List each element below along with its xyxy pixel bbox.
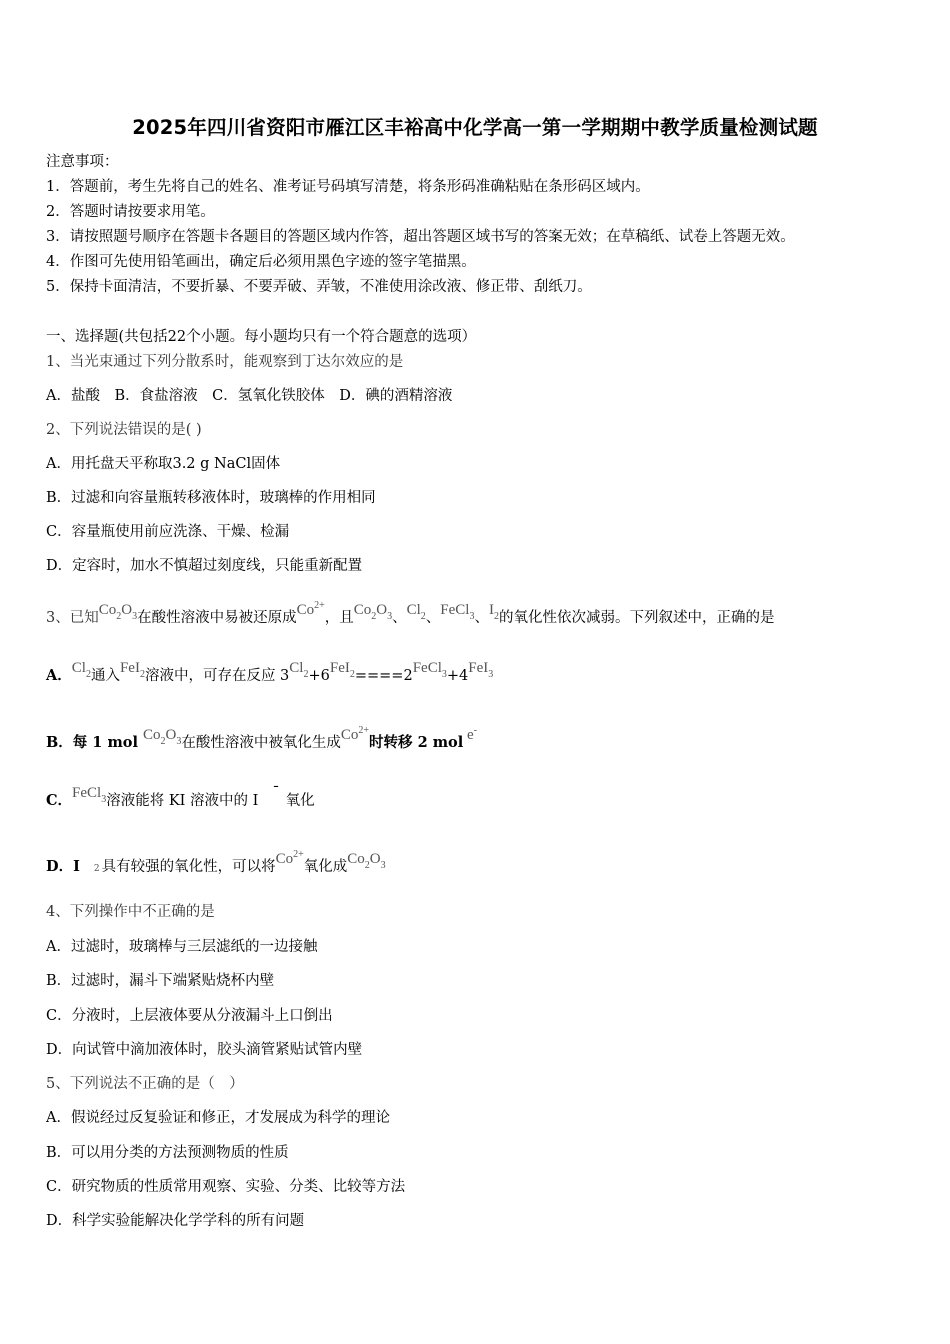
question-4-stem: 4、下列操作中不正确的是 (46, 904, 215, 920)
question-3-stem: 3、已知$Co_2O_3$在酸性溶液中易被还原成$Co^{2+}$，且$Co_2O_3$、$Cl_2$、FeCl$_3$、$I_2$的氧化性依次减弱。下列叙述中，正确的是 (46, 600, 775, 626)
notice-item: 4．作图可先使用铅笔画出，确定后必须用黑色字迹的签字笔描黑。 (46, 254, 476, 270)
notice-item: 1．答题前，考生先将自己的姓名、准考证号码填写清楚，将条形码准确粘贴在条形码区域内。 (46, 179, 650, 195)
question-5-option-b: B．可以用分类的方法预测物质的性质 (46, 1145, 289, 1161)
question-3-option-a: A．$Cl_2$通入FeI$_2$溶液中，可存在反应 $3Cl_2+6FeI_2====2FeCl_3+4FeI_3$ (46, 660, 494, 684)
question-4-option-d: D．向试管中滴加液体时，胶头滴管紧贴试管内壁 (46, 1042, 363, 1058)
notice-item: 5．保持卡面清洁，不要折暴、不要弄破、弄皱，不准使用涂改液、修正带、刮纸刀。 (46, 279, 592, 295)
notice-item: 2．答题时请按要求用笔。 (46, 204, 215, 220)
question-2-stem: 2、下列说法错误的是( ) (46, 422, 202, 438)
notice-item: 3．请按照题号顺序在答题卡各题目的答题区域内作答，超出答题区域书写的答案无效；在草稿纸、试卷上答题无效。 (46, 229, 795, 245)
question-3-option-c: C．FeCl$_3$溶液能将 KI 溶液中的 I ¯ 氧化 (46, 785, 315, 809)
notice-heading: 注意事项： (46, 154, 119, 170)
question-3-option-b: B．每 1 mol $Co_2O_3$在酸性溶液中被氧化生成$Co^{2+}$时转移 2 mol e- (46, 725, 478, 751)
question-4-option-a: A．过滤时，玻璃棒与三层滤纸的一边接触 (46, 939, 318, 955)
question-2-option-c: C．容量瓶使用前应洗涤、干燥、检漏 (46, 524, 290, 540)
page-title: 2025年四川省资阳市雁江区丰裕高中化学高一第一学期期中教学质量检测试题 (132, 116, 818, 139)
question-2-option-b: B．过滤和向容量瓶转移液体时，玻璃棒的作用相同 (46, 490, 376, 506)
section-heading: 一、选择题(共包括22个小题。每小题均只有一个符合题意的选项） (46, 329, 477, 345)
question-1-stem: 1、当光束通过下列分散系时，能观察到丁达尔效应的是 (46, 354, 404, 370)
question-5-option-a: A．假说经过反复验证和修正，才发展成为科学的理论 (46, 1110, 390, 1126)
question-5-stem: 5、下列说法不正确的是（ ） (46, 1076, 244, 1092)
question-5-option-c: C．研究物质的性质常用观察、实验、分类、比较等方法 (46, 1179, 406, 1195)
question-4-option-c: C．分液时，上层液体要从分液漏斗上口倒出 (46, 1008, 333, 1024)
question-2-option-a: A．用托盘天平称取3.2 g NaCl固体 (46, 456, 281, 472)
question-5-option-d: D．科学实验能解决化学学科的所有问题 (46, 1213, 305, 1229)
question-2-option-d: D．定容时，加水不慎超过刻度线，只能重新配置 (46, 558, 363, 574)
question-3-option-d: D．I 2 具有较强的氧化性，可以将$Co^{2+}$氧化成$Co_2O_3$ (46, 849, 386, 875)
question-1-options: A．盐酸 B．食盐溶液 C．氢氧化铁胶体 D．碘的酒精溶液 (46, 388, 453, 404)
question-4-option-b: B．过滤时，漏斗下端紧贴烧杯内壁 (46, 973, 275, 989)
